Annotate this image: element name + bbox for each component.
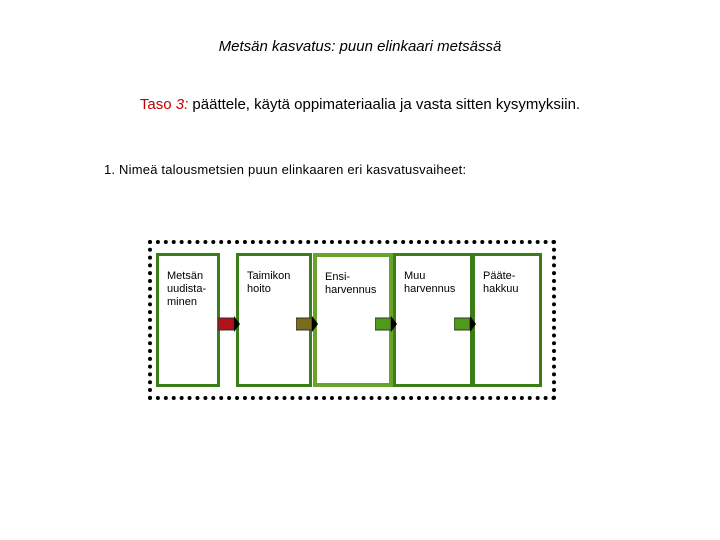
stage-box-1 <box>156 253 220 387</box>
task-level-line <box>0 96 720 113</box>
arrow-right-icon <box>454 315 476 333</box>
stage-label: Pääte- hakkuu <box>483 270 519 295</box>
arrow-right-icon <box>375 315 397 333</box>
level-label: Taso 3: <box>139 96 189 113</box>
level-instruction: päättele, käytä oppimateriaalia ja vasta sitten kysymyksiin. <box>188 96 581 113</box>
stage-label: Muu harvennus <box>404 270 456 295</box>
question-text: 1. Nimeä talousmetsien puun elinkaaren eri kasvatusvaiheet: <box>104 162 467 177</box>
arrow-right-icon <box>296 315 318 333</box>
arrow-body <box>218 318 234 330</box>
page-title: Metsän kasvatus: puun elinkaari metsässä <box>218 38 502 55</box>
arrow-body <box>375 318 391 330</box>
stage-label: Ensi- harvennus <box>325 271 377 296</box>
stage-label: Metsän uudista- minen <box>167 270 207 308</box>
arrow-body <box>454 318 470 330</box>
arrow-body <box>296 318 312 330</box>
stage-box-5 <box>472 253 542 387</box>
arrow-right-icon <box>218 315 240 333</box>
stage-label: Taimikon hoito <box>247 270 291 295</box>
